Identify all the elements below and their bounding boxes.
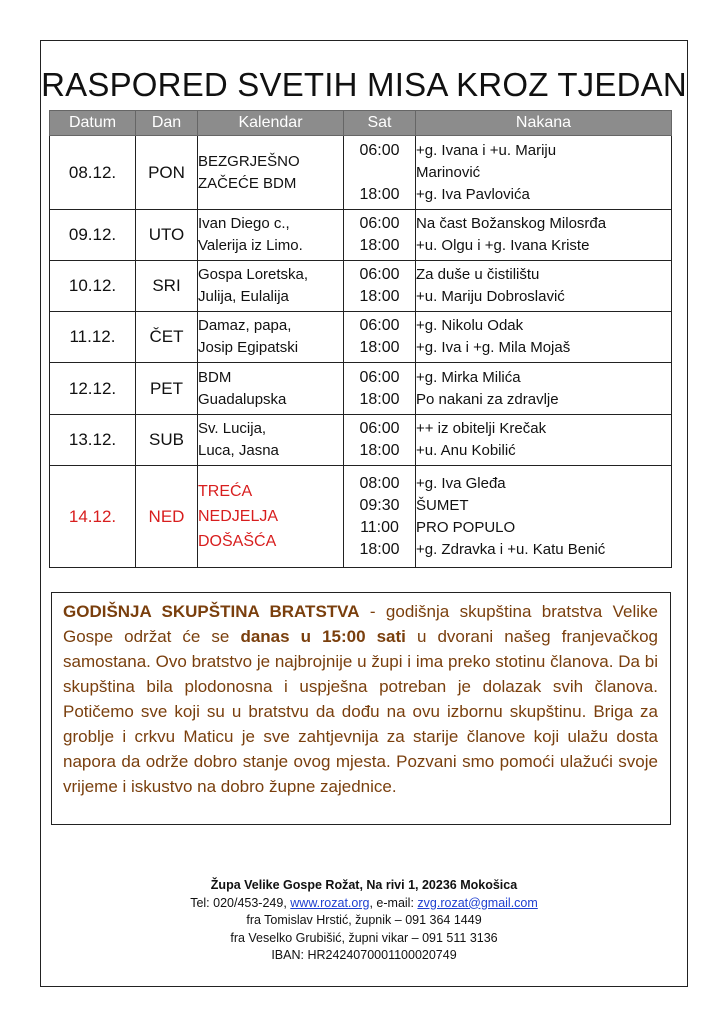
row-day: SUB bbox=[136, 415, 198, 466]
calendar-line: ZAČEĆE BDM bbox=[198, 174, 297, 192]
table-row bbox=[50, 210, 672, 261]
row-times bbox=[344, 312, 416, 363]
intention-line: Na čast Božanskog Milosrđa bbox=[416, 215, 607, 232]
header-day: Dan bbox=[136, 111, 198, 136]
header-intention: Nakana bbox=[416, 111, 672, 136]
time-value: 06:00 bbox=[359, 266, 400, 283]
intention-line: PRO POPULO bbox=[416, 518, 516, 536]
row-date: 08.12. bbox=[50, 136, 136, 210]
row-times bbox=[344, 136, 416, 210]
row-day: NED bbox=[136, 466, 198, 568]
intention-line: +g. Ivana i +u. Mariju bbox=[416, 141, 557, 159]
row-calendar bbox=[198, 136, 344, 210]
row-date: 11.12. bbox=[50, 312, 136, 363]
time-value: 18:00 bbox=[359, 237, 400, 254]
time-value: 06:00 bbox=[359, 368, 400, 386]
row-day: PON bbox=[136, 136, 198, 210]
table-row bbox=[50, 363, 672, 415]
row-calendar bbox=[198, 415, 344, 466]
time-value: 18:00 bbox=[359, 288, 400, 305]
calendar-line: DOŠAŠĆA bbox=[198, 533, 277, 550]
calendar-line: NEDJELJA bbox=[198, 508, 279, 525]
row-date: 12.12. bbox=[50, 363, 136, 415]
time-value: 18:00 bbox=[359, 390, 400, 408]
calendar-line: Sv. Lucija, bbox=[198, 420, 267, 437]
calendar-line: Ivan Diego c., bbox=[198, 215, 290, 232]
row-calendar bbox=[198, 466, 344, 568]
row-day: UTO bbox=[136, 210, 198, 261]
row-date: 09.12. bbox=[50, 210, 136, 261]
notice-text-2: u dvorani našeg franjevačkog samostana. Ovo bratstvo je najbrojnije u župi i ima preko stotinu članova. Da bi skupština bila plodonosna i uspješna potreban je dolazak svih članova. Potičemo sve koji su u bratstvu da dođu na ovu izbornu skupštinu. Briga za groblje i crkvu Maticu je sve zahtjevnija za starije članove koji ulažu dosta napora da održe dobro stanje ovog mjesta. Pozvani smo pomoći ulažući svoje vrijeme i iskustvo na dobro župne zajednice. bbox=[63, 627, 659, 796]
assembly-notice bbox=[51, 592, 671, 825]
row-day: SRI bbox=[136, 261, 198, 312]
intention-line: +g. Mirka Milića bbox=[416, 368, 521, 386]
iban: IBAN: HR2424070001100020749 bbox=[271, 948, 457, 962]
calendar-line: Luca, Jasna bbox=[198, 442, 279, 459]
time-value: 18:00 bbox=[359, 185, 400, 203]
calendar-line: Julija, Eulalija bbox=[198, 288, 289, 305]
calendar-line: Josip Egipatski bbox=[198, 339, 299, 356]
table-header-row bbox=[50, 111, 672, 136]
calendar-line: BDM bbox=[198, 368, 232, 386]
header-date: Datum bbox=[50, 111, 136, 136]
table-row bbox=[50, 261, 672, 312]
website-link[interactable]: www.rozat.org bbox=[290, 895, 370, 910]
row-calendar bbox=[198, 261, 344, 312]
intention-line: Po nakani za zdravlje bbox=[416, 390, 559, 408]
table-row bbox=[50, 415, 672, 466]
time-value: 11:00 bbox=[360, 518, 399, 536]
calendar-line: BEZGRJEŠNO bbox=[198, 152, 300, 170]
row-intentions bbox=[416, 312, 672, 363]
intention-line: +g. Iva i +g. Mila Mojaš bbox=[416, 339, 571, 356]
table-row-sunday bbox=[50, 466, 672, 568]
pastor-contact: fra Tomislav Hrstić, župnik – 091 364 1449 bbox=[246, 913, 482, 927]
contact-line bbox=[40, 895, 688, 913]
table-row bbox=[50, 136, 672, 210]
email-label: , e-mail: bbox=[369, 895, 418, 910]
time-value: 06:00 bbox=[359, 141, 400, 159]
intention-line: +u. Mariju Dobroslavić bbox=[416, 288, 565, 305]
calendar-line: Guadalupska bbox=[198, 390, 287, 408]
row-date: 10.12. bbox=[50, 261, 136, 312]
calendar-line: Gospa Loretska, bbox=[198, 266, 309, 283]
vicar-contact: fra Veselko Grubišić, župni vikar – 091 511 3136 bbox=[230, 930, 498, 945]
table-row bbox=[50, 312, 672, 363]
parish-footer bbox=[40, 877, 688, 965]
row-calendar bbox=[198, 312, 344, 363]
mass-schedule-table bbox=[49, 110, 672, 568]
row-intentions bbox=[416, 210, 672, 261]
page-title: RASPORED SVETIH MISA KROZ TJEDAN bbox=[41, 66, 687, 103]
intention-line: +g. Zdravka i +u. Katu Benić bbox=[416, 540, 606, 558]
notice-heading: GODIŠNJA SKUPŠTINA BRATSTVA bbox=[63, 602, 360, 621]
time-value: 18:00 bbox=[359, 442, 400, 459]
time-spacer bbox=[344, 162, 415, 184]
row-times bbox=[344, 363, 416, 415]
time-value: 18:00 bbox=[359, 339, 400, 356]
email-link[interactable]: zvg.rozat@gmail.com bbox=[417, 895, 538, 910]
calendar-line: Valerija iz Limo. bbox=[198, 237, 303, 254]
row-day: ČET bbox=[136, 312, 198, 363]
intention-line: +u. Olgu i +g. Ivana Kriste bbox=[416, 237, 590, 254]
row-intentions bbox=[416, 415, 672, 466]
row-calendar bbox=[198, 363, 344, 415]
row-times bbox=[344, 466, 416, 568]
time-value: 18:00 bbox=[359, 540, 400, 558]
row-intentions bbox=[416, 466, 672, 568]
row-day: PET bbox=[136, 363, 198, 415]
row-calendar bbox=[198, 210, 344, 261]
intention-line: ŠUMET bbox=[416, 496, 469, 514]
calendar-line: Damaz, papa, bbox=[198, 317, 292, 334]
calendar-line: TREĆA bbox=[198, 483, 253, 500]
row-intentions bbox=[416, 261, 672, 312]
notice-text-1: - godišnja skupština bratstva Velike Gospe održat će se bbox=[63, 602, 658, 646]
time-value: 06:00 bbox=[359, 420, 400, 437]
notice-time: danas u 15:00 sati bbox=[240, 627, 406, 646]
row-intentions bbox=[416, 363, 672, 415]
row-date: 13.12. bbox=[50, 415, 136, 466]
intention-line: +g. Nikolu Odak bbox=[416, 317, 524, 334]
intention-line: +g. Iva Gleđa bbox=[416, 474, 506, 492]
parish-address: Župa Velike Gospe Rožat, Na rivi 1, 20236 Mokošica bbox=[210, 878, 518, 892]
row-times bbox=[344, 415, 416, 466]
intention-line: Marinović bbox=[416, 163, 481, 181]
header-time: Sat bbox=[344, 111, 416, 136]
intention-line: Za duše u čistilištu bbox=[416, 266, 540, 283]
time-value: 06:00 bbox=[359, 317, 400, 334]
intention-line: ++ iz obitelji Krečak bbox=[416, 420, 547, 437]
time-value: 06:00 bbox=[359, 215, 400, 232]
header-calendar: Kalendar bbox=[198, 111, 344, 136]
phone-text: Tel: 020/453-249, bbox=[190, 895, 291, 910]
row-intentions bbox=[416, 136, 672, 210]
time-value: 09:30 bbox=[359, 496, 400, 514]
intention-line: +g. Iva Pavlovića bbox=[416, 185, 530, 203]
row-times bbox=[344, 210, 416, 261]
row-date: 14.12. bbox=[50, 466, 136, 568]
row-times bbox=[344, 261, 416, 312]
time-value: 08:00 bbox=[359, 474, 400, 492]
intention-line: +u. Anu Kobilić bbox=[416, 442, 516, 459]
